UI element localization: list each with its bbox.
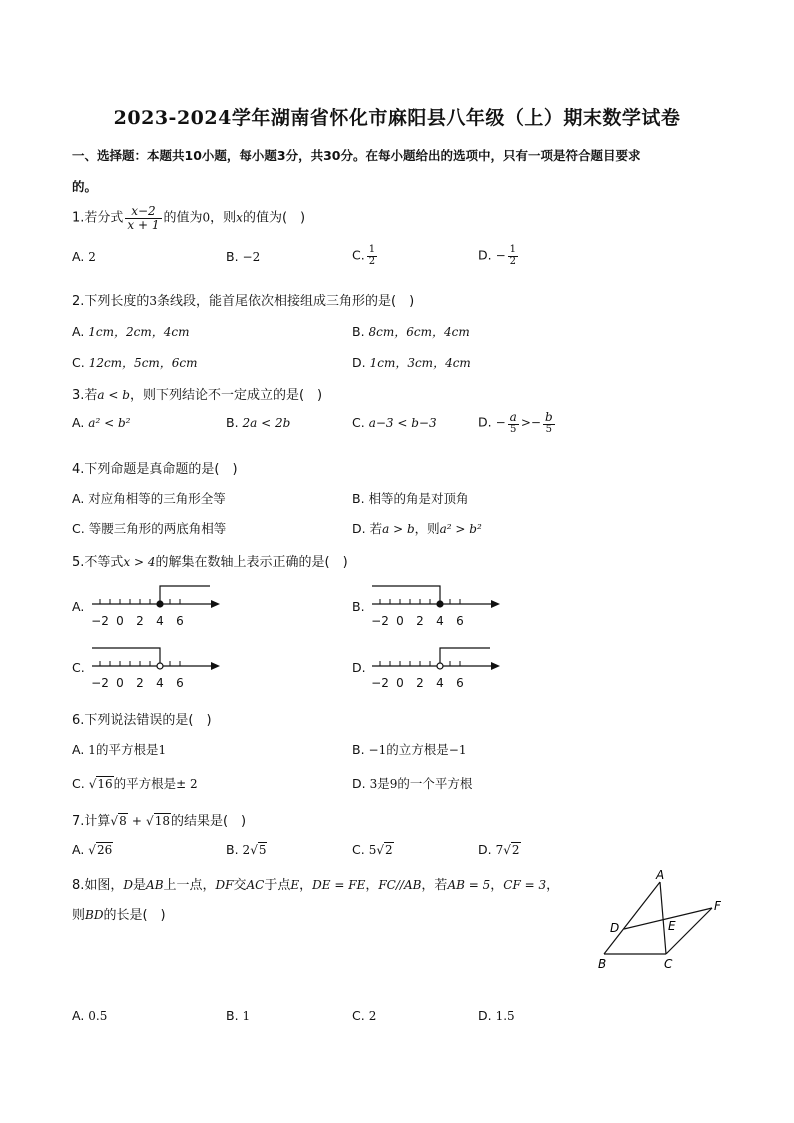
point-label-b: B: [598, 957, 607, 971]
tick-label: 2: [416, 676, 424, 690]
point-label-e: E: [668, 919, 676, 933]
q4-option-c[interactable]: C. 等腰三角形的两底角相等: [72, 521, 227, 536]
page-title: 2023-2024学年湖南省怀化市麻阳县八年级（上）期末数学试卷: [113, 107, 681, 129]
solution-bracket: [440, 648, 490, 666]
tick-label: 0: [116, 614, 124, 628]
tick-label: −2: [371, 676, 389, 690]
q5-option-c-label[interactable]: C.: [72, 660, 85, 675]
q3-option-b[interactable]: B. 2a < 2b: [226, 415, 291, 430]
q5-option-a-label[interactable]: A.: [72, 599, 85, 614]
q6-option-a[interactable]: A. 1的平方根是1: [72, 742, 167, 757]
solid-dot-icon: [157, 601, 163, 607]
question-3-stem: 3.若a < b，则下列结论不一定成立的是( ): [72, 388, 323, 403]
section-header-line2: 的。: [72, 179, 98, 194]
q5-numberline-c[interactable]: [88, 642, 224, 694]
tick-label: 0: [396, 614, 404, 628]
q6-option-c[interactable]: C. √16的平方根是± 2: [72, 776, 198, 791]
q4-option-a[interactable]: A. 对应角相等的三角形全等: [72, 491, 226, 506]
q7-option-b[interactable]: B. 2√5: [226, 842, 267, 857]
q3-option-d[interactable]: D. − $\frac{a}{5}$ >− $\frac{b}{5}$: [478, 410, 553, 435]
q4-option-b[interactable]: B. 相等的角是对顶角: [352, 491, 469, 506]
tick-label: −2: [91, 614, 109, 628]
tick-label: 2: [136, 676, 144, 690]
q6-option-b[interactable]: B. −1的立方根是−1: [352, 742, 467, 757]
open-dot-icon: [437, 663, 443, 669]
q7-option-a[interactable]: A. √26: [72, 842, 113, 857]
question-7-stem: 7.计算√8 + √18的结果是( ): [72, 814, 247, 829]
q7-option-c[interactable]: C. 5√2: [352, 842, 393, 857]
solid-dot-icon: [437, 601, 443, 607]
arrow-right-icon: [491, 600, 500, 608]
q1-fraction: $\frac{x-2}{x + 1}$: [127, 204, 160, 232]
question-5-stem: 5.不等式x > 4的解集在数轴上表示正确的是( ): [72, 555, 348, 570]
point-label-a: A: [656, 868, 665, 882]
q3-option-a[interactable]: A. a² < b²: [72, 415, 131, 430]
segment-ac: [660, 882, 666, 954]
tick-label: 2: [416, 614, 424, 628]
q5-option-b-label[interactable]: B.: [352, 599, 365, 614]
question-8-stem-line1: 8.如图，D是AB上一点，DF交AC于点E，DE = FE，FC//AB，若AB = 5，CF = 3，: [72, 878, 560, 893]
tick-label: 6: [456, 676, 464, 690]
tick-label: 4: [436, 614, 444, 628]
point-label-f: F: [714, 899, 721, 913]
q3-option-c[interactable]: C. a−3 < b−3: [352, 415, 437, 430]
q2-option-a[interactable]: A. 1cm，2cm，4cm: [72, 324, 190, 339]
q1-option-b[interactable]: B. −2: [226, 249, 261, 264]
tick-label: −2: [371, 614, 389, 628]
tick-label: 6: [176, 614, 184, 628]
question-6-stem: 6.下列说法错误的是( ): [72, 713, 212, 728]
q8-option-a[interactable]: A. 0.5: [72, 1008, 108, 1023]
arrow-right-icon: [211, 600, 220, 608]
q6-option-d[interactable]: D. 3是9的一个平方根: [352, 776, 473, 791]
section-header-line1: 一、选择题：本题共10小题，每小题3分，共30分。在每小题给出的选项中，只有一项是符合题目要求: [72, 148, 641, 163]
arrow-right-icon: [211, 662, 220, 670]
tick-label: 4: [436, 676, 444, 690]
tick-label: 4: [156, 614, 164, 628]
q2-option-b[interactable]: B. 8cm，6cm，4cm: [352, 324, 470, 339]
tick-label: 6: [176, 676, 184, 690]
question-4-stem: 4.下列命题是真命题的是( ): [72, 462, 238, 477]
q4-option-d[interactable]: D. 若a > b，则a² > b²: [352, 521, 482, 536]
tick-label: −2: [91, 676, 109, 690]
q8-option-c[interactable]: C. 2: [352, 1008, 377, 1023]
question-8-stem-line2: 则BD的长是( ): [72, 908, 166, 923]
tick-label: 4: [156, 676, 164, 690]
tick-label: 0: [116, 676, 124, 690]
q1-option-d[interactable]: D. − $\frac{1}{2}$: [478, 244, 517, 267]
q8-option-d[interactable]: D. 1.5: [478, 1008, 515, 1023]
arrow-right-icon: [491, 662, 500, 670]
q2-option-d[interactable]: D. 1cm，3cm，4cm: [352, 355, 471, 370]
q8-geometry-figure: [590, 868, 730, 976]
segment-ab: [604, 882, 660, 954]
question-2-stem: 2.下列长度的3条线段，能首尾依次相接组成三角形的是( ): [72, 294, 415, 309]
q2-option-c[interactable]: C. 12cm，5cm，6cm: [72, 355, 198, 370]
q5-numberline-b[interactable]: [368, 580, 504, 632]
q8-option-b[interactable]: B. 1: [226, 1008, 251, 1023]
tick-label: 0: [396, 676, 404, 690]
point-label-c: C: [664, 957, 673, 971]
point-label-d: D: [610, 921, 620, 935]
open-dot-icon: [157, 663, 163, 669]
sqrt-symbol: √16: [88, 777, 113, 791]
q1-option-c[interactable]: C. $\frac{1}{2}$: [352, 244, 376, 267]
q7-option-d[interactable]: D. 7√2: [478, 842, 520, 857]
q5-numberline-d[interactable]: [368, 642, 504, 694]
question-1-stem: 1.若分式 $\frac{x-2}{x + 1}$ 的值为0，则x的值为( ): [72, 204, 306, 232]
q1-option-a[interactable]: A. 2: [72, 249, 96, 264]
q5-numberline-a[interactable]: [88, 580, 224, 632]
solution-bracket: [160, 586, 210, 604]
q5-option-d-label[interactable]: D.: [352, 660, 366, 675]
tick-label: 2: [136, 614, 144, 628]
tick-label: 6: [456, 614, 464, 628]
